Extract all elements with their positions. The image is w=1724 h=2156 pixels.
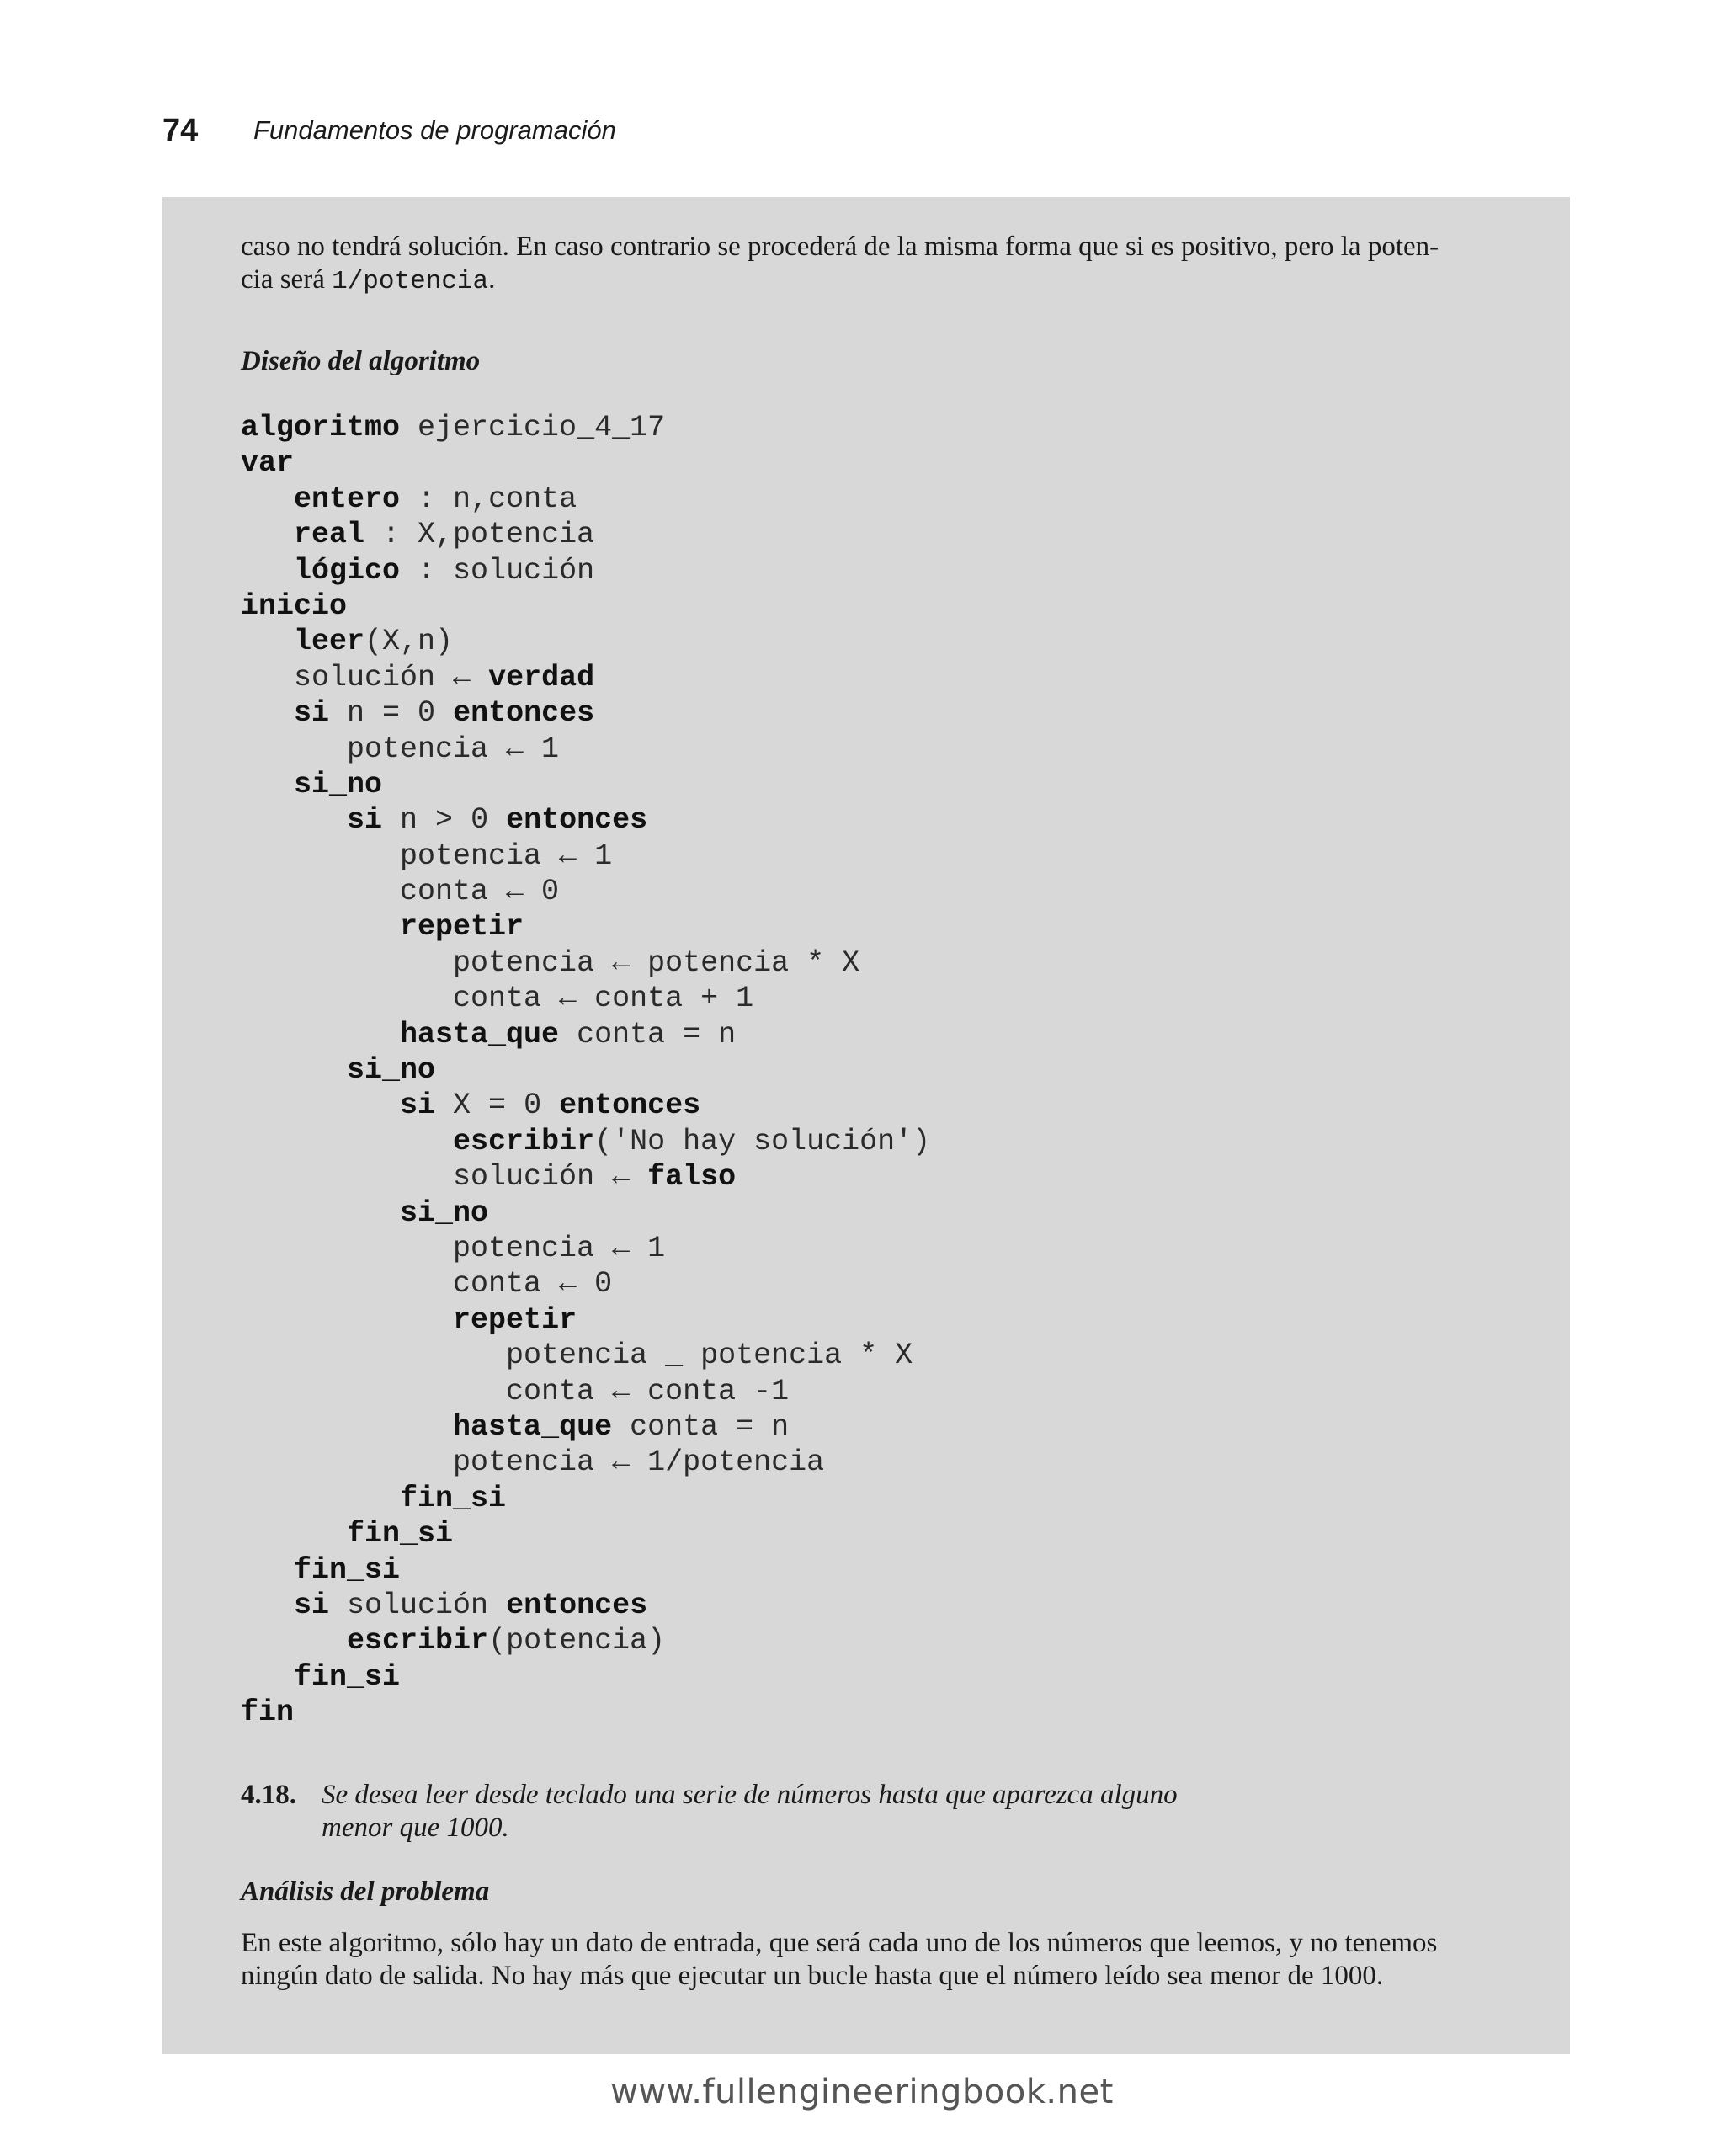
code-line (241, 588, 1532, 624)
code-text (241, 1517, 347, 1551)
code-text (241, 910, 400, 944)
code-text: solución ← (241, 660, 489, 695)
code-keyword: fin_si (347, 1517, 454, 1552)
code-keyword: entonces (453, 696, 595, 731)
design-heading: Diseño del algoritmo (241, 346, 481, 376)
code-line (241, 1231, 1532, 1266)
intro-text-before: caso no tendrá solución. En caso contrario se procederá de la misma forma que si es positivo, pero la poten- cia será (241, 232, 1439, 295)
code-keyword: escribir (453, 1124, 595, 1158)
code-text: solución (329, 1588, 507, 1622)
code-line (241, 482, 1532, 517)
code-keyword: algoritmo (241, 411, 401, 445)
code-text (241, 1624, 347, 1658)
code-keyword: si_no (294, 767, 383, 801)
code-line (241, 1159, 1532, 1195)
intro-code: 1/potencia (332, 267, 489, 296)
code-text (241, 1660, 294, 1694)
code-keyword: real (294, 518, 365, 552)
code-text: (X,n) (364, 625, 454, 659)
code-keyword: si_no (347, 1053, 436, 1088)
code-text (241, 518, 294, 551)
code-text (241, 1089, 400, 1122)
code-keyword: entero (294, 482, 401, 516)
panel-content (241, 231, 1532, 1993)
code-text: ('No hay solución') (594, 1124, 931, 1158)
code-line (241, 1124, 1532, 1159)
code-line (241, 874, 1532, 909)
code-line (241, 1338, 1532, 1373)
code-text: conta ← 0 (241, 1267, 613, 1302)
code-line (241, 802, 1532, 838)
code-keyword: verdad (488, 660, 595, 695)
code-line (241, 838, 1532, 874)
code-text: potencia ← 1 (241, 1231, 666, 1265)
code-keyword: entonces (506, 1588, 648, 1622)
code-text: n > 0 (382, 803, 507, 838)
code-text: conta ← 0 (241, 875, 560, 909)
code-line (241, 1017, 1532, 1052)
page-header (162, 105, 616, 156)
code-line (241, 1266, 1532, 1302)
code-keyword: hasta_que (453, 1409, 613, 1444)
code-text (241, 1196, 400, 1230)
code-text (241, 625, 294, 658)
code-text: conta ← conta -1 (241, 1374, 790, 1408)
analysis-heading: Análisis del problema (241, 1877, 490, 1908)
code-line (241, 1445, 1532, 1480)
code-line (241, 1302, 1532, 1338)
code-text: solución ← (241, 1160, 648, 1195)
code-text (241, 1125, 453, 1158)
code-line (241, 553, 1532, 588)
code-text: n = 0 (329, 696, 454, 731)
code-text (241, 482, 294, 516)
intro-text-after: . (488, 264, 496, 295)
code-line (241, 909, 1532, 945)
code-text: X = 0 (435, 1089, 560, 1123)
code-line (241, 1088, 1532, 1123)
code-keyword: entonces (559, 1089, 701, 1123)
running-title: Fundamentos de programación (253, 115, 616, 145)
code-text: potencia ← potencia * X (241, 945, 860, 980)
code-text (241, 768, 294, 801)
code-text (241, 1482, 400, 1515)
code-text (241, 803, 347, 837)
code-line (241, 1588, 1532, 1623)
code-text: potencia _ potencia * X (241, 1339, 913, 1373)
analysis-paragraph: En este algoritmo, sólo hay un dato de entrada, que será cada uno de los números que leemos, y no tenemos ningún dato de salida. No hay más que ejecutar un bucle hasta que el número leído sea menor de 1000. (241, 1928, 1438, 1992)
code-line (241, 1195, 1532, 1231)
code-keyword: inicio (241, 588, 348, 623)
code-keyword: hasta_que (400, 1017, 560, 1051)
code-text: conta = n (559, 1017, 737, 1051)
code-line (241, 517, 1532, 552)
code-line (241, 410, 1532, 445)
code-keyword: fin (241, 1696, 295, 1730)
code-text (241, 1303, 453, 1337)
code-text (241, 1018, 400, 1051)
code-keyword: lógico (294, 553, 401, 588)
code-line (241, 1374, 1532, 1409)
code-line (241, 732, 1532, 767)
code-line (241, 767, 1532, 802)
code-keyword: si_no (400, 1195, 489, 1230)
exercise-item (241, 1779, 1532, 1845)
code-text (241, 554, 294, 588)
code-line (241, 1052, 1532, 1088)
code-text: conta = n (612, 1409, 790, 1444)
code-line (241, 1516, 1532, 1552)
code-text: ejercicio_4_17 (400, 411, 666, 445)
code-text (241, 1553, 294, 1587)
code-text: conta ← conta + 1 (241, 982, 754, 1016)
code-line (241, 1623, 1532, 1658)
code-keyword: si (294, 1588, 330, 1622)
exercise-number: 4.18. (241, 1780, 296, 1811)
code-keyword: escribir (347, 1624, 489, 1658)
code-line (241, 445, 1532, 481)
code-keyword: si (400, 1089, 436, 1123)
content-panel (162, 197, 1570, 2054)
code-line (241, 695, 1532, 731)
code-text: : X,potencia (364, 518, 595, 552)
code-text: potencia ← 1 (241, 732, 560, 766)
code-text (241, 1053, 347, 1087)
code-text (241, 1410, 453, 1444)
code-text: potencia ← 1 (241, 838, 613, 873)
code-line (241, 1552, 1532, 1588)
intro-paragraph (241, 231, 1532, 298)
exercise-statement: Se desea leer desde teclado una serie de números hasta que aparezca alguno menor que 1000. (322, 1780, 1178, 1844)
code-line (241, 945, 1532, 981)
code-text: (potencia) (488, 1624, 666, 1658)
code-text: potencia ← 1/potencia (241, 1445, 825, 1480)
footer-url: www.fullengineeringbook.net (610, 2073, 1114, 2111)
code-keyword: fin_si (294, 1552, 401, 1587)
code-keyword: si (347, 803, 383, 838)
code-line (241, 660, 1532, 695)
code-text (241, 696, 294, 730)
code-line (241, 981, 1532, 1016)
code-keyword: var (241, 446, 295, 481)
code-keyword: repetir (453, 1302, 577, 1337)
code-text (241, 1589, 294, 1622)
code-keyword: repetir (400, 910, 524, 945)
code-keyword: leer (294, 625, 365, 659)
code-line (241, 1409, 1532, 1445)
code-keyword: falso (647, 1160, 737, 1195)
page-number: 74 (162, 112, 199, 148)
code-text: : solución (400, 553, 595, 588)
code-keyword: fin_si (400, 1481, 507, 1515)
algorithm-code-block (241, 410, 1532, 1730)
code-line (241, 624, 1532, 659)
code-keyword: fin_si (294, 1659, 401, 1694)
code-text: : n,conta (400, 482, 577, 516)
code-line (241, 1659, 1532, 1695)
code-keyword: si (294, 696, 330, 731)
code-line (241, 1481, 1532, 1516)
code-keyword: entonces (506, 803, 648, 838)
code-line (241, 1695, 1532, 1730)
